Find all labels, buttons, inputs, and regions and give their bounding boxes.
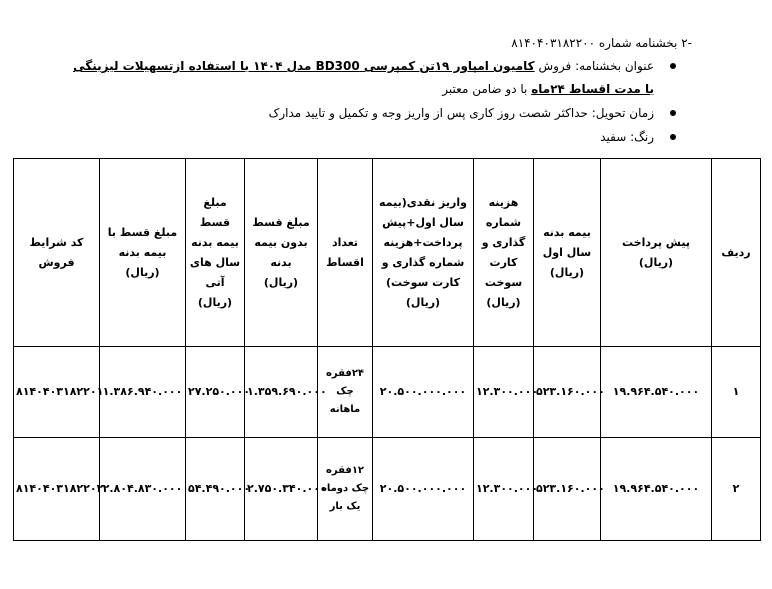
header-sales-code: کد شرایط فروش: [14, 159, 100, 347]
cell-installment-no-insurance: ۲.۷۵۰.۳۴۰.۰۰۰: [245, 438, 318, 541]
cell-insurance: ۵۲۳.۱۶۰.۰۰۰: [534, 347, 601, 438]
bullet-list: [54, 58, 654, 153]
header-installment-future-insurance: مبلغ قسط بیمه بدنه سال های آتی (ریال): [186, 159, 245, 347]
header-label: بخشنامه شماره: [598, 36, 678, 50]
header-cash-deposit: واریز نقدی(بیمه سال اول+پیش پرداخت+هزینه شماره گذاری و کارت سوخت) (ریال): [373, 159, 474, 347]
cell-plate-cost: ۱۲.۳۰۰.۰۰۰: [474, 438, 534, 541]
bullet-color: [54, 129, 654, 145]
sales-conditions-table: [13, 158, 761, 541]
title-bold-1: کامیون امپاور ۱۹تن کمپرسی BD300: [315, 59, 535, 73]
title-line2-rest: با دو ضامن معتبر: [442, 82, 532, 96]
bullet-title: [54, 58, 654, 97]
bullet-dot-icon: [670, 110, 676, 116]
bullet-dot-icon: [670, 63, 676, 69]
title-bold-2: مدل ۱۴۰۴ با استفاده ازتسهیلات لیزینگی: [73, 59, 316, 73]
header-index: -۲: [681, 36, 692, 50]
cell-row-number: ۲: [712, 438, 761, 541]
header-installment-count: تعداد اقساط: [318, 159, 373, 347]
cell-insurance: ۵۲۳.۱۶۰.۰۰۰: [534, 438, 601, 541]
cell-installment-with-insurance: ۲.۸۰۴.۸۳۰.۰۰۰: [100, 438, 186, 541]
table-header-row: [14, 159, 761, 347]
bullet-delivery: [54, 105, 654, 121]
cell-prepay: ۱۹.۹۶۴.۵۴۰.۰۰۰: [601, 438, 712, 541]
header-plate-cost: هزینه شماره گذاری و کارت سوخت (ریال): [474, 159, 534, 347]
cell-sales-code: ۸۱۴۰۴۰۳۱۸۲۲۰۲: [14, 438, 100, 541]
cell-sales-code: ۸۱۴۰۴۰۳۱۸۲۲۰۱: [14, 347, 100, 438]
title-line2-bold: با مدت اقساط ۲۴ماه: [531, 82, 654, 96]
cell-installment-with-insurance: ۱.۳۸۶.۹۴۰.۰۰۰: [100, 347, 186, 438]
cell-plate-cost: ۱۲.۳۰۰.۰۰۰: [474, 347, 534, 438]
delivery-text: زمان تحویل: حداکثر شصت روز کاری پس از واریز وجه و تکمیل و تایید مدارک: [268, 106, 654, 120]
cell-installment-future-insurance: ۵۴.۴۹۰.۰۰۰: [186, 438, 245, 541]
cell-cash-deposit: ۲۰.۵۰۰.۰۰۰.۰۰۰: [373, 438, 474, 541]
cell-installment-count: ۲۴فقره چک ماهانه: [318, 347, 373, 438]
header-installment-no-insurance: مبلغ قسط بدون بیمه بدنه (ریال): [245, 159, 318, 347]
cell-installment-count: ۱۲فقره چک دوماه یک بار: [318, 438, 373, 541]
header-row-number: ردیف: [712, 159, 761, 347]
header-insurance: بیمه بدنه سال اول (ریال): [534, 159, 601, 347]
cell-installment-no-insurance: ۱.۳۵۹.۶۹۰.۰۰۰: [245, 347, 318, 438]
cell-cash-deposit: ۲۰.۵۰۰.۰۰۰.۰۰۰: [373, 347, 474, 438]
table-row: [14, 347, 761, 438]
title-prefix: عنوان بخشنامه: فروش: [538, 59, 654, 73]
table-row: [14, 438, 761, 541]
header-prepay: پیش پرداخت (ریال): [601, 159, 712, 347]
bullet-dot-icon: [670, 134, 676, 140]
circular-number: ۸۱۴۰۴۰۳۱۸۲۲۰۰: [511, 36, 596, 50]
cell-prepay: ۱۹.۹۶۴.۵۴۰.۰۰۰: [601, 347, 712, 438]
cell-installment-future-insurance: ۲۷.۲۵۰.۰۰۰: [186, 347, 245, 438]
cell-row-number: ۱: [712, 347, 761, 438]
circular-header: [511, 36, 692, 50]
color-text: رنگ: سفید: [600, 130, 654, 144]
header-installment-with-insurance: مبلغ قسط با بیمه بدنه (ریال): [100, 159, 186, 347]
